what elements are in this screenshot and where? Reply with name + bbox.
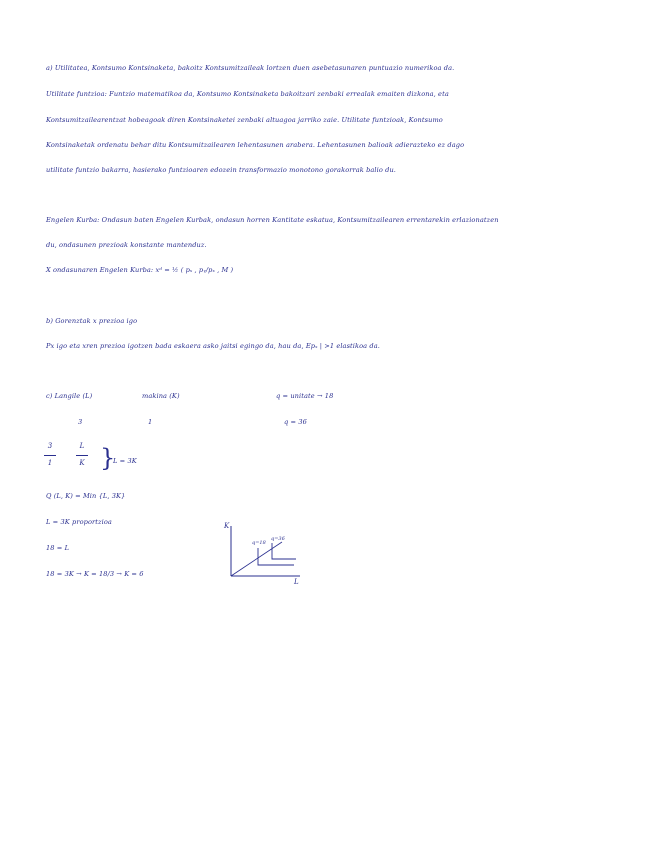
- fraction-2-bar: [76, 455, 88, 456]
- production-function: Q (L, K) = Min {L, 3K}: [46, 492, 126, 500]
- graph-y-label: K: [224, 522, 230, 530]
- graph-x-label: L: [294, 578, 299, 586]
- engel-line-1: Engelen Kurba: Ondasun baten Engelen Kurbak, ondasun horren Kantitate eskatua, Kontsumitzailearen errentarekin erlazionatzen: [46, 216, 499, 224]
- equation-1: 18 = L: [46, 544, 70, 552]
- fraction-2-denominator: K: [79, 459, 85, 467]
- section-c-value-l: 3: [78, 418, 83, 426]
- section-a-line-1: a) Utilitatea, Kontsumo Kontsinaketa, bakoitz Kontsumitzaileak lortzen duen asebetasunaren puntuazio numerikoa da.: [46, 64, 455, 72]
- section-c-header-l: c) Langile (L): [46, 392, 93, 400]
- isoquant-graph: [222, 520, 312, 590]
- section-a-line-4: Kontsinaketak ordenatu behar ditu Kontsumitzailearen lehentasunen arabera. Lehentasunen balioak adierazteko ez dago: [46, 141, 465, 149]
- section-a-line-2: Utilitate funtzioa: Funtzio matematikoa da, Kontsumo Kontsinaketa bakoitzari zenbaki errealak emaiten dizkona, eta: [46, 90, 449, 98]
- brace-label: L = 3K: [113, 457, 137, 465]
- section-b-line-2: Px igo eta xren prezioa igotzen bada eskaera asko jaitsi egingo da, hau da, Epₓ | >1 elastikoa da.: [46, 342, 380, 350]
- section-a-line-5: utilitate funtzio bakarra, hasierako funtzioaren edozein transformazio monotono gorakorrak balio du.: [46, 166, 396, 174]
- section-c-value-q: q = 36: [284, 418, 307, 426]
- section-c-header-k: makina (K): [142, 392, 180, 400]
- fraction-1-numerator: 3: [47, 442, 53, 450]
- section-b-line-1: b) Gorenztak x prezioa igo: [46, 317, 138, 325]
- engel-line-2: du, ondasunen prezioak konstante mantenduz.: [46, 241, 207, 249]
- isoquant-q18: [258, 548, 294, 565]
- fraction-1-denominator: 1: [47, 459, 53, 467]
- section-c-header-q: q = unitate → 18: [276, 392, 334, 400]
- isoquant-q36-label: q=36: [271, 536, 285, 542]
- isoquant-q18-label: q=18: [252, 540, 266, 546]
- proportion-line: L = 3K proportzioa: [46, 518, 112, 526]
- equation-2: 18 = 3K → K = 18/3 → K = 6: [46, 570, 144, 578]
- engel-line-3: X ondasunaren Engelen Kurba: xᵈ = ½ ( pₓ , pᵧ/pₓ , M ): [46, 266, 234, 274]
- section-a-line-3: Kontsumitzailearentzat hobeagoak diren Kontsinaketei zenbaki altuagoa jarriko zaie. Utilitate funtzioak, Kontsumo: [46, 116, 443, 124]
- right-brace: }: [100, 444, 116, 472]
- fraction-1-bar: [44, 455, 56, 456]
- isoquant-q36: [272, 543, 296, 559]
- section-c-value-k: 1: [148, 418, 153, 426]
- fraction-2-numerator: L: [79, 442, 85, 450]
